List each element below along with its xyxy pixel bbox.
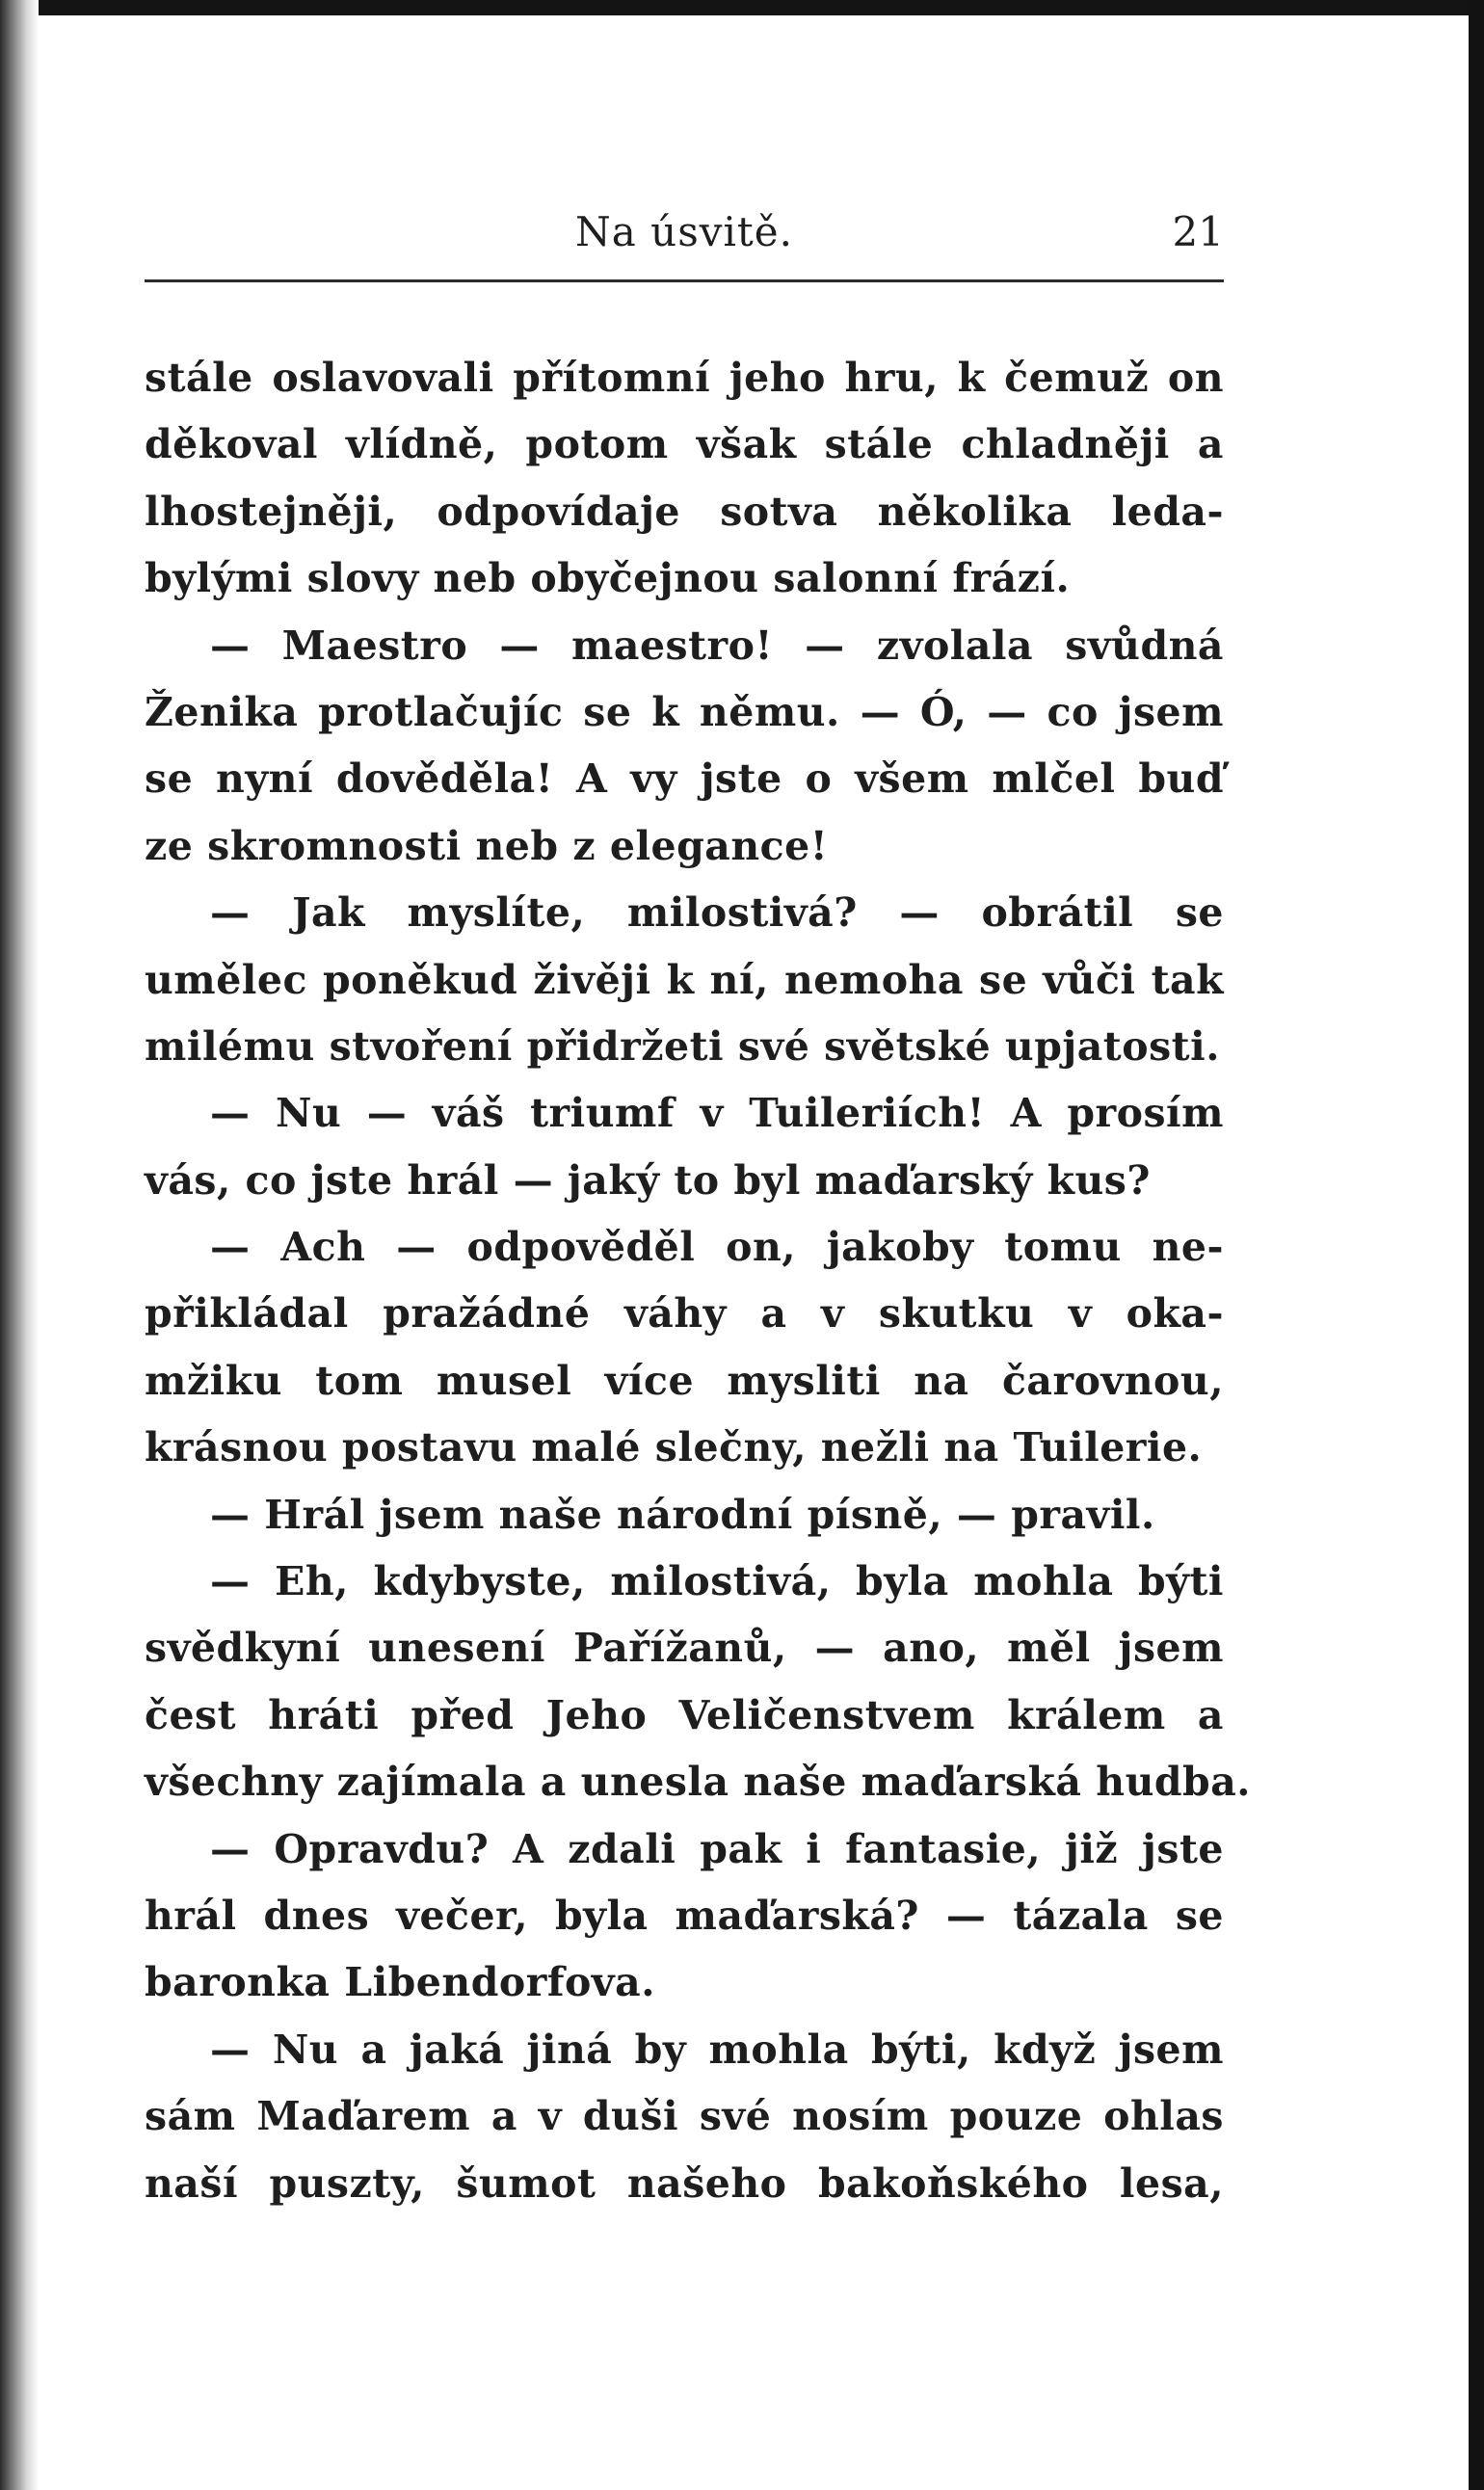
page-number: 21 bbox=[1172, 208, 1224, 255]
text-line: vás, co jste hrál — jaký to byl maďarský kus? bbox=[145, 1156, 1151, 1204]
text-line: umělec poněkud živěji k ní, nemoha se vůči tak bbox=[145, 956, 1224, 1003]
text-line: sám Maďarem a v duši své nosím pouze ohlas bbox=[145, 2093, 1224, 2140]
running-head bbox=[145, 193, 1224, 279]
text-line: lhostejněji, odpovídaje sotva několika leda- bbox=[145, 488, 1224, 535]
text-line: hrál dnes večer, byla maďarská? — tázala se bbox=[145, 1892, 1224, 1939]
text-line: svědkyní unesení Pařížanů, — ano, měl jsem bbox=[145, 1625, 1224, 1672]
text-line: naší puszty, šumot našeho bakoňského lesa, bbox=[145, 2159, 1224, 2207]
scan-edge-right bbox=[1469, 0, 1484, 2490]
text-line: všechny zajímala a unesla naše maďarská hudba. bbox=[145, 1759, 1252, 1806]
text-line: — Nu a jaká jiná by mohla býti, když jsem bbox=[210, 2026, 1224, 2073]
book-page bbox=[145, 193, 1252, 2217]
text-line: baronka Libendorfova. bbox=[145, 1959, 655, 2006]
header-rule bbox=[145, 279, 1224, 282]
text-line: čest hráti před Jeho Veličenstvem králem a bbox=[145, 1691, 1224, 1738]
running-title: Na úsvitě. bbox=[575, 208, 793, 255]
text-line: — Jak myslíte, milostivá? — obrátil se bbox=[210, 889, 1224, 937]
text-line: ze skromnosti neb z elegance! bbox=[145, 822, 829, 869]
text-line: krásnou postavu malé slečny, nežli na Tuilerie. bbox=[145, 1424, 1203, 1471]
text-line: — Ach — odpověděl on, jakoby tomu ne- bbox=[210, 1224, 1224, 1271]
text-line: milému stvoření přidržeti své světské upjatosti. bbox=[145, 1022, 1220, 1070]
text-line: mžiku tom musel více mysliti na čarovnou, bbox=[145, 1357, 1224, 1404]
text-line: Ženika protlačujíc se k němu. — Ó, — co jsem bbox=[145, 688, 1224, 735]
scan-edge-top bbox=[0, 0, 1484, 15]
text-line: — Nu — váš triumf v Tuileriích! A prosím bbox=[210, 1090, 1224, 1137]
body-text bbox=[145, 345, 1252, 2217]
text-line: stále oslavovali přítomní jeho hru, k čemuž on bbox=[145, 355, 1224, 401]
text-line: bylými slovy neb obyčejnou salonní frází. bbox=[145, 555, 1071, 602]
text-line: přikládal pražádné váhy a v skutku v oka- bbox=[145, 1290, 1224, 1338]
text-line: — Hrál jsem naše národní písně, — pravil. bbox=[210, 1491, 1155, 1538]
text-line: se nyní dověděla! A vy jste o všem mlčel buď bbox=[145, 755, 1224, 803]
text-line: — Maestro — maestro! — zvolala svůdná bbox=[210, 622, 1224, 669]
text-line: děkoval vlídně, potom však stále chladněji a bbox=[145, 421, 1224, 468]
text-line: — Eh, kdybyste, milostivá, byla mohla býti bbox=[210, 1558, 1224, 1605]
scan-edge-left bbox=[0, 0, 39, 2490]
text-line: — Opravdu? A zdali pak i fantasie, již jste bbox=[210, 1825, 1224, 1872]
